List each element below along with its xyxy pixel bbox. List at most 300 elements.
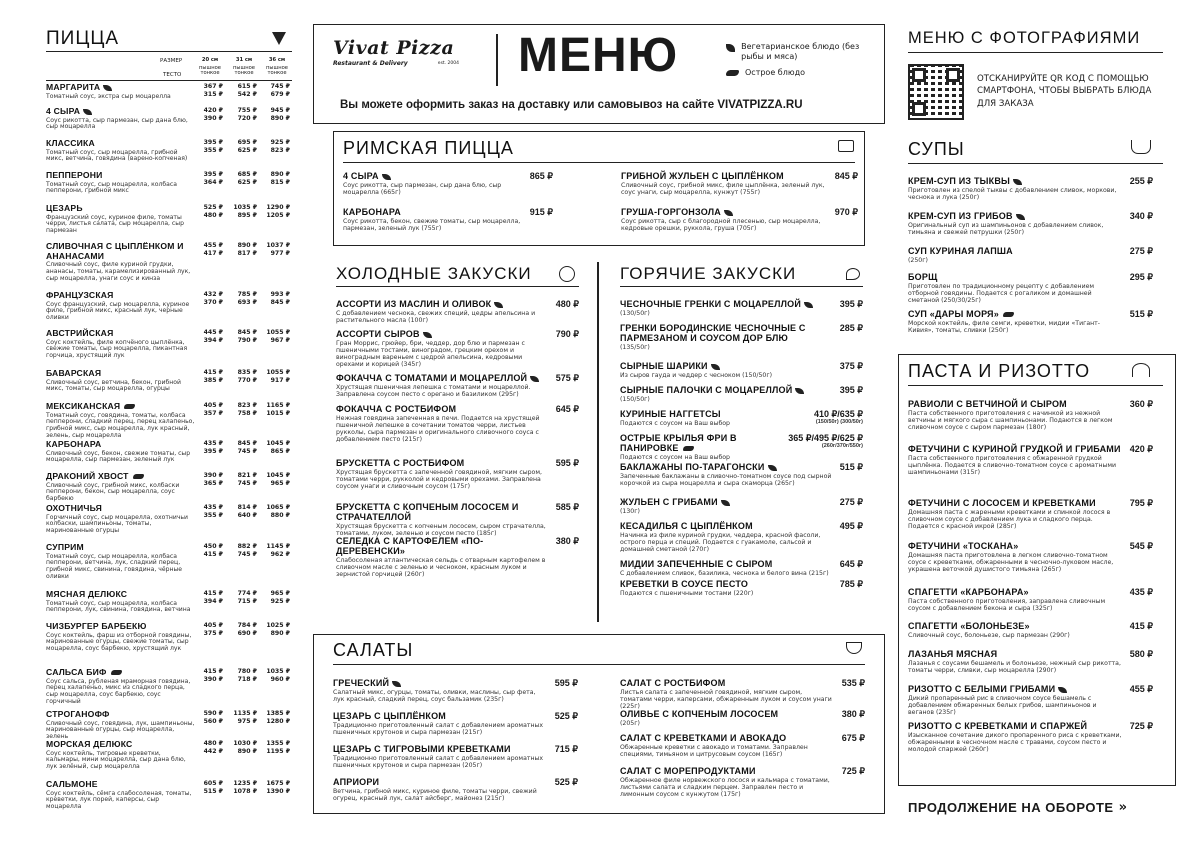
continue-label: ПРОДОЛЖЕНИЕ НА ОБОРОТЕ [908,800,1114,815]
pizza-price: 405 ₽ 357 ₽ [203,402,223,418]
menu-item[interactable] [908,399,1153,431]
item-price-text: 580 ₽ [1129,649,1153,659]
pizza-dough-header: пышное тонкое [199,65,221,77]
photo-text: ОТСКАНИРУЙТЕ QR КОД С ПОМОЩЬЮ СМАРТФОНА, ЧТОБЫ ВЫБРАТЬ БЛЮДА ДЛЯ ЗАКАЗА [977,74,1152,109]
menu-title: МЕНЮ [518,29,679,82]
item-name-text: КУРИНЫЕ НАГГЕТСЫ [620,409,721,419]
item-price-text: 595 ₽ [554,678,578,688]
menu-item[interactable] [620,579,863,597]
leaf-icon [1016,214,1025,220]
item-name-text: ГРЕЧЕСКИЙ [333,678,390,688]
pizza-slice-icon [272,32,286,45]
item-price-text: 675 ₽ [841,733,865,743]
pizza-name [46,504,196,514]
pizza-name-text: СУПРИМ [46,542,84,552]
pizza-description: Соус французский, сыр моцарелла, куриное филе, грибной микс, красный лук, черные оливки [46,300,190,322]
pizza-price: 1385 ₽ 1280 ₽ [266,710,290,726]
item-name [620,709,834,719]
item-name-text: ГРУША-ГОРГОНЗОЛА [621,207,721,217]
item-name-text: КРЕВЕТКИ В СОУСЕ ПЕСТО [620,579,749,589]
item-name [908,309,1122,319]
pizza-price: 367 ₽ 315 ₽ [203,83,223,99]
pizza-price: 1235 ₽ 1078 ₽ [233,780,257,796]
pizza-row[interactable] [46,440,290,464]
item-name [620,323,832,343]
item-price-text: 420 ₽ [1129,444,1153,454]
item-price-text: 575 ₽ [555,373,579,383]
item-price [1130,649,1153,659]
pizza-row[interactable] [46,402,290,440]
item-description: Паста собственного приготовления с начинкой из нежной ветчины и мягкого сыра с шампиньонами. Подаются в легком сливочном соусе с сыром пармезан (180г) [908,410,1113,432]
item-name-text: БОРЩ [908,272,938,282]
legend-hot-text: Острое блюдо [745,68,805,77]
menu-item[interactable] [908,721,1153,753]
item-name [336,329,548,339]
pizza-price: 525 ₽ 480 ₽ [203,204,223,220]
item-description: Обжаренные креветки с авокадо и томатами. Заправлен специями, тимьяном и цитрусовым соусом (165г) [620,744,808,759]
pizza-row[interactable] [46,668,290,706]
pizza-row[interactable] [46,543,290,581]
item-description: Подаются с соусом на Ваш выбор [620,420,730,428]
item-price-text: 515 ₽ [839,462,863,472]
item-price [555,744,578,754]
leaf-icon [530,376,539,382]
menu-item[interactable] [908,176,1153,201]
item-name [620,579,832,589]
pasta-rule [908,385,1163,386]
menu-item[interactable] [620,409,863,427]
menu-item[interactable] [908,246,1153,264]
item-description: (150/50г) [620,396,650,404]
item-name [908,621,1122,631]
item-name-text: БРУСКЕТТА С РОСТБИФОМ [336,458,465,468]
pizza-price: 1045 ₽ 865 ₽ [266,440,290,456]
item-name [908,176,1122,186]
double-arrow-icon: » [1118,800,1127,815]
pizza-price: 445 ₽ 394 ₽ [203,329,223,345]
photo-title: МЕНЮ С ФОТОГРАФИЯМИ [908,29,1141,47]
item-price [840,323,863,333]
item-name-text: РИЗОТТО С БЕЛЫМИ ГРИБАМИ [908,684,1056,694]
item-price [1130,272,1153,282]
header-divider [496,34,498,86]
pizza-name [46,543,196,553]
shrimp-icon [846,268,860,280]
menu-item[interactable] [908,498,1153,530]
pizza-price: 1035 ₽ 895 ₽ [233,204,257,220]
menu-item[interactable] [333,711,578,736]
hot-title: ГОРЯЧИЕ ЗАКУСКИ [620,264,797,283]
pizza-name-text: ФРАНЦУЗСКАЯ [46,290,114,300]
item-name-text: ЖУЛЬЕН С ГРИБАМИ [620,497,718,507]
pizza-description: Соус рикотта, сыр пармезан, сыр дана блю, сыр моцарелла [46,116,188,131]
item-name [620,409,806,419]
item-name-text: МИДИИ ЗАПЕЧЕННЫЕ С СЫРОМ [620,559,773,569]
pizza-description: Сливочный соус, грибной микс, колбаски пепперони, бекон, сыр моцарелла, соус барбекю [46,481,180,503]
pizza-row[interactable] [46,504,290,535]
pizza-name [46,171,196,181]
item-price-text: 360 ₽ [1129,399,1153,409]
pizza-price: 435 ₽ 395 ₽ [203,440,223,456]
item-name-text: ЦЕЗАРЬ С ЦЫПЛЁНКОМ [333,711,446,721]
item-name [333,744,547,754]
item-name [620,559,832,569]
pizza-row[interactable] [46,107,290,131]
menu-item[interactable] [908,649,1153,674]
item-price-text: 545 ₽ [1129,541,1153,551]
pizza-name [46,83,196,93]
menu-item[interactable] [908,211,1153,236]
menu-item[interactable] [336,458,579,490]
pizza-row[interactable] [46,622,290,653]
menu-item[interactable] [908,587,1153,612]
item-description: Запеченные баклажаны в сливочно-томатном соусе под сырной корочкой из сыра моцарелла и сыра скаморца (265г) [620,473,832,488]
item-description: Соус рикотта, сыр с благородной плесенью, сыр моцарелла, кедровые орешки, руккола, груша (705г) [621,218,821,233]
pizza-description: Томатный соус, сыр моцарелла, колбаса пепперони, ветчина, лук, сладкий перец, грибной микс, свинина, говядина, чёрные оливки [46,552,183,581]
item-name [908,444,1122,454]
item-name [333,678,547,688]
item-price [1130,721,1153,731]
item-price [556,299,579,309]
pizza-size-header: 31 см [235,57,253,63]
item-description: Листья салата с запеченной говядиной, мягким сыром, томатами черри, каперсами, обжаренным луком и соусом унаги (225г) [620,689,832,711]
logo-established: est. 2004 [437,61,459,67]
pizza-name-text: ОХОТНИЧЬЯ [46,503,103,513]
pizza-price: 945 ₽ 890 ₽ [270,107,290,123]
menu-item[interactable] [336,502,579,537]
menu-item[interactable] [336,299,579,324]
pizza-row[interactable] [46,204,290,235]
pizza-price: 890 ₽ 817 ₽ [237,242,257,258]
pizza-row[interactable] [46,780,290,811]
item-price-text: 915 ₽ [529,207,553,217]
menu-item[interactable] [908,309,1153,334]
menu-item[interactable] [336,404,579,444]
item-price [840,579,863,589]
soup-cup-icon [1131,140,1151,154]
pizza-price: 480 ₽ 442 ₽ [203,740,223,756]
roman-pizza-icon [838,140,854,152]
item-name-text: КЕСАДИЛЬЯ С ЦЫПЛЁНКОМ [620,521,753,531]
item-price-text: 380 ₽ [841,709,865,719]
pizza-price: 785 ₽ 693 ₽ [237,291,257,307]
pizza-price: 1135 ₽ 975 ₽ [233,710,257,726]
leaf-icon [795,388,804,394]
item-price [1130,246,1153,256]
item-name [908,684,1122,694]
leaf-icon [392,681,401,687]
pizza-description: Сливочный соус, бекон, свежие томаты, сыр моцарелла, сыр пармезан, зеленый лук [46,449,191,464]
pizza-name [46,668,196,678]
menu-item[interactable] [620,497,863,515]
menu-item[interactable] [333,678,578,703]
item-price [840,497,863,507]
item-name [333,711,547,721]
item-name [621,207,827,217]
pizza-dough-header: пышное тонкое [266,65,288,77]
pizza-row[interactable] [46,369,290,393]
leaf-icon [423,332,432,338]
menu-item[interactable] [336,329,579,369]
pizza-price: 415 ₽ 385 ₽ [203,369,223,385]
pizza-description: Соус коктейль, сёмга слабосоленая, томаты, креветки, лук порей, каперсы, сыр моцарелла [46,789,192,811]
menu-item[interactable] [336,373,579,398]
pizza-price: 845 ₽ 790 ₽ [237,329,257,345]
item-price-text: 725 ₽ [841,766,865,776]
menu-item[interactable] [620,462,863,487]
legend-veg [726,42,876,62]
leaf-icon [83,109,92,115]
pizza-name-text: АВСТРИЙСКАЯ [46,328,114,338]
pizza-name [46,440,196,450]
item-price-sub: (150/50г) (300/50г) [815,419,863,426]
menu-item[interactable] [620,766,865,798]
item-name-text: СУП КУРИНАЯ ЛАПША [908,246,1013,256]
item-description: Из сыров гауда и чеддер с чесноком (150/50г) [620,372,773,380]
item-description: Гран Моррис, грюйер, бри, чеддер, дор блю и пармезан с пшеничными тостами, виноградом, грецким орехом и виноградным вареньем с цедрой апельсина, кедровыми орехами и корицей (345г) [336,340,525,369]
item-price [1130,621,1153,631]
pizza-price: 615 ₽ 542 ₽ [237,83,257,99]
menu-item[interactable] [620,433,863,461]
pizza-price: 435 ₽ 355 ₽ [203,504,223,520]
pizza-row[interactable] [46,83,290,100]
roman-rule [343,162,855,163]
pizza-name [46,710,196,720]
item-price-text: 525 ₽ [554,777,578,787]
item-price-text: 380 ₽ [555,536,579,546]
item-price-text: 295 ₽ [1129,272,1153,282]
chili-icon [726,70,739,76]
item-name-text: САЛАТ С МОРЕПРОДУКТАМИ [620,766,756,776]
pizza-name [46,590,196,600]
menu-item[interactable] [620,678,865,710]
menu-item[interactable] [333,744,578,769]
item-name [908,272,1122,282]
pizza-dough-header: пышное тонкое [233,65,255,77]
item-price-text: 865 ₽ [529,171,553,181]
pizza-price: 845 ₽ 745 ₽ [237,440,257,456]
leaf-icon [711,364,720,370]
item-price [842,678,865,688]
pizza-row[interactable] [46,171,290,195]
menu-item[interactable] [620,709,865,727]
item-description: Нежная говядина запеченная в печи. Подается на хрустящей пшеничной лепешке в сочетании томатов черри, листьев рукколы, сыра пармезан и оригинального сливочного соуса с добавлением песто (215г) [336,415,540,444]
item-name-text: АССОРТИ СЫРОВ [336,329,420,339]
item-name-text: ЦЕЗАРЬ С ТИГРОВЫМИ КРЕВЕТКАМИ [333,744,511,754]
item-price-text: 395 ₽ [839,385,863,395]
item-price [555,777,578,787]
order-banner: Вы можете оформить заказ на доставку или самовывоз на сайте VIVATPIZZA.RU [340,99,803,111]
item-name [908,587,1122,597]
item-description: Хрустящая брускетта с копченым лососем, сыром страчателла, томатами, луком, зеленью и соусом песто (185г) [336,523,546,538]
item-name-text: АССОРТИ ИЗ МАСЛИН И ОЛИВОК [336,299,492,309]
leaf-icon [804,302,813,308]
leaf-icon [382,174,391,180]
pizza-price: 784 ₽ 690 ₽ [237,622,257,638]
item-price [1130,541,1153,551]
leaf-icon [721,500,730,506]
pizza-price: 1065 ₽ 880 ₽ [266,504,290,520]
pizza-row[interactable] [46,472,290,503]
item-name [621,171,827,181]
item-price-text: 480 ₽ [555,299,579,309]
item-name-text: ФЕТУЧИНИ С КУРИНОЙ ГРУДКОЙ И ГРИБАМИ [908,444,1121,454]
pizza-name-text: ЧИЗБУРГЕР БАРБЕКЮ [46,621,147,631]
continue-text [908,801,1127,816]
item-name-text: КАРБОНАРА [343,207,401,217]
menu-item[interactable] [908,684,1153,716]
item-price [555,711,578,721]
pizza-price: 1055 ₽ 917 ₽ [266,369,290,385]
item-name-text: ФОКАЧЧА С ТОМАТАМИ И МОЦАРЕЛЛОЙ [336,373,528,383]
pizza-size-label: РАЗМЕР [160,58,183,64]
item-description: Оригинальный суп из шампиньонов с добавлением сливок, тимьяна и свежей петрушки (250г) [908,222,1104,237]
menu-item[interactable] [620,733,865,758]
pizza-name [46,107,196,117]
pizza-price: 755 ₽ 720 ₽ [237,107,257,123]
pizza-row[interactable] [46,740,290,771]
item-name [333,777,547,787]
pizza-price: 415 ₽ 390 ₽ [203,668,223,684]
menu-item[interactable] [343,207,553,232]
item-description: Приготовлен из спелой тыквы с добавлением сливок, моркови, чеснока и лука (250г) [908,187,1117,202]
pizza-name-text: КЛАССИКА [46,138,95,148]
legend-veg-text: Вегетарианское блюдо (без рыбы и мяса) [741,42,860,61]
pizza-price: 835 ₽ 770 ₽ [237,369,257,385]
item-price [556,502,579,512]
item-price [1130,444,1153,454]
menu-item[interactable] [620,299,863,317]
item-name [908,721,1122,731]
item-description: Традиционно приготовленный салат с добавлением ароматных пшеничных крутонов и сыра пармезан (215г) [333,722,544,737]
pizza-row[interactable] [46,590,290,614]
item-description: Лазанья с соусами бешамель и болоньезе, нежный сыр рикотта, томаты черри, сливки, сыр моцарелла (290г) [908,660,1121,675]
item-description: Домашняя паста приготовлена в легком сливочно-томатном соусе с креветками, обжаренными в чесночно-луковом масле, украшена веточкой душистого тимьяна (265г) [908,552,1114,574]
pizza-row[interactable] [46,329,290,360]
item-name [336,502,548,522]
item-name-text: БРУСКЕТТА С КОПЧЕНЫМ ЛОСОСЕМ И СТРАЧАТЕЛЛОЙ [336,502,519,523]
menu-item[interactable] [336,536,579,579]
item-name [620,678,834,688]
item-description: С добавлением сливок, базилика, чеснока и белого вина (215г) [620,570,829,578]
item-description: Начинка из филе куриной грудки, чеддера, красной фасоли, острого перца и специй. Подается с гуакамоле, сальсой и домашней сметаной (270г) [620,532,821,554]
item-price-text: 785 ₽ [839,579,863,589]
menu-item[interactable] [333,777,578,802]
item-description: Приготовлен по традиционному рецепту с добавлением отборной говядины. Подается с рогаликом и домашней сметаной (250/30/25г) [908,283,1095,305]
logo-text: Vivat Pizza [333,37,455,59]
pizza-price: 685 ₽ 625 ₽ [237,171,257,187]
item-name-text: СЫРНЫЕ ПАЛОЧКИ С МОЦАРЕЛЛОЙ [620,385,793,395]
roman-title: РИМСКАЯ ПИЦЦА [343,138,514,158]
item-price-text: 455 ₽ [1129,684,1153,694]
menu-item[interactable] [621,171,858,196]
item-price-text: 255 ₽ [1129,176,1153,186]
menu-item[interactable] [908,621,1153,639]
pizza-name [46,622,196,632]
item-description: (130г) [620,508,640,516]
chili-icon [124,404,135,409]
pizza-row[interactable] [46,242,290,283]
item-description: Дикий пропаренный рис в сливочном соусе бешамель с добавлением обжаренных белых грибов, шампиньонов и веганов (235г) [908,695,1097,717]
menu-item[interactable] [620,385,863,403]
item-price-text: 725 ₽ [1129,721,1153,731]
item-name-text: ЛАЗАНЬЯ МЯСНАЯ [908,649,998,659]
pizza-price: 1030 ₽ 890 ₽ [233,740,257,756]
leaf-icon [1058,687,1067,693]
item-name-text: ФЕТУЧИНИ «ТОСКАНА» [908,541,1019,551]
soups-rule [908,163,1163,164]
item-price [530,171,553,181]
item-price-text: 595 ₽ [555,458,579,468]
item-name-text: ГРЕНКИ БОРОДИНСКИЕ ЧЕСНОЧНЫЕ С ПАРМЕЗАНОМ И СОУСОМ ДОР БЛЮ [620,323,806,344]
item-description: Подаются с пшеничными тостами (220г) [620,590,754,598]
pizza-name [46,472,196,482]
pizza-row[interactable] [46,291,290,322]
chili-icon [111,670,122,675]
pizza-price: 590 ₽ 560 ₽ [203,710,223,726]
pizza-price: 415 ₽ 394 ₽ [203,590,223,606]
pizza-name-text: СТРОГАНОФФ [46,709,110,719]
pizza-description: Соус коктейль, фарш из отборной говядины, маринованные огурцы, свежие томаты, сыр моцарелла, соус барбекю, хрустящий лук [46,631,192,653]
pizza-price: 1165 ₽ 1015 ₽ [266,402,290,418]
menu-item[interactable] [908,541,1153,573]
item-description: Домашняя паста с жареными креветками и спинкой лосося в сливочном соусе с добавлением лука и сладкого перца. Подается с красной икрой (285г) [908,509,1111,531]
item-name [343,171,522,181]
item-price [556,536,579,546]
pizza-price: 780 ₽ 718 ₽ [237,668,257,684]
pizza-price: 1037 ₽ 977 ₽ [266,242,290,258]
pizza-price: 605 ₽ 515 ₽ [203,780,223,796]
pizza-price: 1290 ₽ 1205 ₽ [266,204,290,220]
menu-item[interactable] [620,521,863,553]
pizza-price: 1035 ₽ 960 ₽ [266,668,290,684]
pizza-row[interactable] [46,139,290,163]
item-price-text: 645 ₽ [839,559,863,569]
chili-icon [1003,312,1014,317]
item-price [556,373,579,383]
pizza-price: 695 ₽ 625 ₽ [237,139,257,155]
pizza-price: 1675 ₽ 1390 ₽ [266,780,290,796]
menu-item[interactable] [621,207,858,232]
pizza-description: Соус сальса, рубленая мраморная говядина, перец халапеньо, микс из сладкого перца, сыр моцарелла, соус барбекю, соус горчичный [46,677,191,706]
item-price-text: 585 ₽ [555,502,579,512]
pizza-description: Сливочный соус, ветчина, бекон, грибной микс, томаты, сыр моцарелла, огурцы [46,378,181,393]
pizza-row[interactable] [46,710,290,741]
pizza-name-text: 4 СЫРА [46,106,81,116]
menu-item[interactable] [908,272,1153,304]
item-description: Сливочный соус, грибной микс, филе цыплёнка, зеленый лук, соус унаги, сыр моцарелла, кунжут (755г) [621,182,825,197]
menu-item[interactable] [908,444,1153,476]
pizza-price: 882 ₽ 745 ₽ [237,543,257,559]
pizza-size-header: 36 см [268,57,286,63]
item-description: (135/50г) [620,344,650,352]
cold-plate-icon [559,266,575,282]
pizza-price: 1355 ₽ 1195 ₽ [266,740,290,756]
menu-item[interactable] [620,323,863,351]
pizza-name-text: МЕКСИКАНСКАЯ [46,401,121,411]
menu-item[interactable] [620,559,863,577]
item-name-text: АПРИОРИ [333,777,380,787]
menu-item[interactable] [620,361,863,379]
pizza-name [46,139,196,149]
menu-item[interactable] [343,171,553,196]
pizza-column [0,0,300,848]
soups-title: СУПЫ [908,139,965,159]
pizza-price: 1145 ₽ 962 ₽ [266,543,290,559]
item-name [908,541,1122,551]
column-divider [597,262,599,622]
pizza-name [46,204,196,214]
